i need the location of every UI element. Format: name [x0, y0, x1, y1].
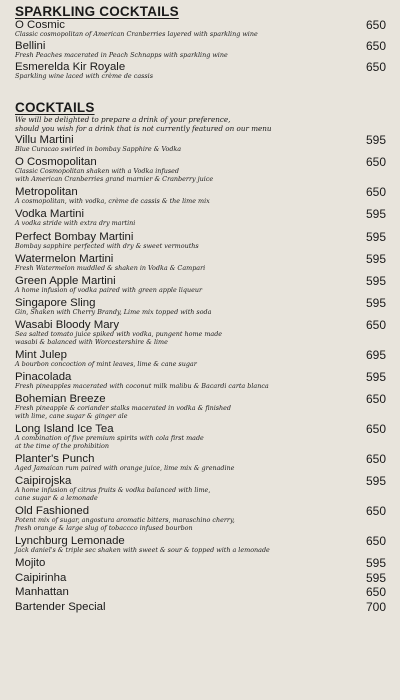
- menu-item-text: [15, 319, 342, 346]
- item-price: 650: [365, 18, 386, 32]
- menu-item: [15, 319, 386, 346]
- item-description: A combination of five premium spirits with cola first made at the time of the prohibition: [15, 434, 204, 450]
- item-description: Classic Cosmopolitan shaken with a Vodka infused with American Cranberries grand marnier & Cranberry juice: [15, 167, 214, 183]
- item-price: 650: [365, 318, 386, 333]
- item-description: Fresh Watermelon muddled & shaken in Vodka & Campari: [15, 263, 206, 272]
- item-name: Vodka Martini: [15, 208, 85, 221]
- item-price: 595: [365, 555, 386, 570]
- item-name: Planter's Punch: [15, 452, 95, 465]
- item-name: Esmerelda Kir Royale: [15, 60, 126, 73]
- menu-item-text: [15, 297, 342, 317]
- item-price: 595: [365, 296, 386, 311]
- menu-item: [15, 19, 386, 39]
- section-title: SPARKLING COCKTAILS: [15, 4, 179, 19]
- item-price: 695: [365, 348, 386, 363]
- item-name: Bartender Special: [15, 600, 106, 613]
- item-price: 595: [365, 133, 386, 148]
- item-name: Manhattan: [15, 586, 69, 599]
- item-price: 595: [365, 207, 386, 222]
- item-name: Mojito: [15, 556, 46, 569]
- item-name: Caipirinha: [15, 571, 67, 584]
- menu-item-text: [15, 40, 342, 60]
- item-name: Bohemian Breeze: [15, 393, 106, 406]
- menu-item: [15, 349, 386, 369]
- item-price: 650: [365, 59, 386, 74]
- menu-item: [15, 453, 386, 473]
- item-name: Singapore Sling: [15, 297, 96, 310]
- menu-item-text: [15, 19, 342, 39]
- item-name: Metropolitan: [15, 186, 78, 199]
- item-name: Watermelon Martini: [15, 252, 114, 265]
- menu-item-text: [15, 423, 342, 450]
- item-price: 595: [365, 251, 386, 266]
- menu-item: [15, 61, 386, 81]
- menu-item: [15, 601, 386, 613]
- item-name: Pinacolada: [15, 371, 72, 384]
- menu-list: [15, 134, 386, 613]
- item-price: 650: [365, 585, 386, 600]
- item-name: Green Apple Martini: [15, 274, 116, 287]
- item-description: A home infusion of vodka paired with green apple liqueur: [15, 285, 203, 294]
- section-intro: We will be delighted to prepare a drink of your preference, should you wish for a drink that is not currently featured on our menu: [15, 115, 272, 134]
- menu-item: [15, 134, 386, 154]
- item-price: 650: [365, 503, 386, 518]
- item-description: Bombay sapphire perfected with dry & sweet vermouths: [15, 241, 199, 250]
- item-name: Bellini: [15, 39, 46, 52]
- menu-item: [15, 505, 386, 532]
- item-description: Aged Jamaican rum paired with orange juice, lime mix & grenadine: [15, 463, 235, 472]
- item-name: Perfect Bombay Martini: [15, 230, 134, 243]
- item-name: Villu Martini: [15, 134, 74, 147]
- item-description: A home infusion of citrus fruits & vodka balanced with lime, cane sugar & a lemonade: [15, 486, 211, 502]
- menu-item: [15, 275, 386, 295]
- menu-item: [15, 253, 386, 273]
- item-price: 650: [365, 185, 386, 200]
- sparkling-cocktails-section: [15, 4, 386, 80]
- item-description: Sparkling wine laced with crème de cassis: [15, 71, 154, 80]
- item-description: Fresh pineapple & coriander stalks macerated in vodka & finished with lime, cane sugar & ginger ale: [15, 404, 232, 420]
- menu-list: [15, 19, 386, 80]
- item-description: Jack daniel's & triple sec shaken with sweet & sour & topped with a lemonade: [15, 545, 270, 554]
- item-description: A vodka stride with extra dry martini: [15, 219, 136, 228]
- menu-item-text: [15, 208, 342, 228]
- item-price: 595: [365, 273, 386, 288]
- menu-item: [15, 208, 386, 228]
- menu-item: [15, 423, 386, 450]
- menu-item-text: [15, 586, 342, 598]
- section-title: COCKTAILS: [15, 100, 95, 116]
- item-price: 595: [365, 370, 386, 385]
- item-description: Fresh pineapples macerated with coconut milk malibu & Bacardi carta blanca: [15, 382, 269, 391]
- menu-item: [15, 572, 386, 584]
- menu-item: [15, 297, 386, 317]
- menu-item-text: [15, 535, 342, 555]
- item-price: 650: [365, 392, 386, 407]
- menu-item-text: [15, 601, 342, 613]
- item-description: Gin, Shaken with Cherry Brandy, Lime mix topped with soda: [15, 308, 212, 317]
- menu-item-text: [15, 186, 342, 206]
- item-name: O Cosmopolitan: [15, 156, 97, 169]
- item-price: 650: [365, 155, 386, 170]
- menu-item-text: [15, 253, 342, 273]
- menu-item-text: [15, 156, 342, 183]
- item-description: A bourbon concoction of mint leaves, lime & cane sugar: [15, 360, 197, 369]
- item-description: Sea salted tomato juice spiked with vodka, pungent home made wasabi & balanced with Worcestershire & lime: [15, 330, 223, 346]
- menu-item-text: [15, 275, 342, 295]
- menu-item: [15, 557, 386, 569]
- item-description: Fresh Peaches macerated in Peach Schnapps with sparkling wine: [15, 50, 228, 59]
- item-price: 700: [365, 599, 386, 614]
- item-price: 650: [365, 422, 386, 437]
- item-description: Blue Curacao swirled in bombay Sapphire & Vodka: [15, 145, 182, 154]
- menu-item: [15, 475, 386, 502]
- menu-item: [15, 40, 386, 60]
- menu-item: [15, 231, 386, 251]
- item-name: O Cosmic: [15, 19, 65, 31]
- menu-item: [15, 371, 386, 391]
- item-price: 595: [365, 474, 386, 489]
- menu-item-text: [15, 371, 342, 391]
- menu-item-text: [15, 349, 342, 369]
- item-price: 650: [365, 38, 386, 53]
- item-description: Potent mix of sugar, angostura aromatic bitters, maraschino cherry, fresh orange & large slug of tobaccco infused bourbon: [15, 515, 235, 532]
- item-name: Long Island Ice Tea: [15, 423, 114, 436]
- menu-item: [15, 535, 386, 555]
- menu-item-text: [15, 475, 342, 502]
- menu-item-text: [15, 453, 342, 473]
- menu-item-text: [15, 572, 342, 584]
- cocktails-section: [15, 100, 386, 613]
- menu-item-text: [15, 557, 342, 569]
- item-description: A cosmopolitan, with vodka, crème de cassis & the lime mix: [15, 197, 210, 206]
- menu-item-text: [15, 61, 342, 81]
- item-name: Wasabi Bloody Mary: [15, 319, 120, 332]
- menu-item-text: [15, 393, 342, 420]
- item-description: Classic cosmopolitan of American Cranberries layered with sparkling wine: [15, 30, 258, 38]
- menu-item-text: [15, 134, 342, 154]
- item-name: Lynchburg Lemonade: [15, 534, 125, 547]
- item-name: Caipirojska: [15, 475, 72, 488]
- menu-item: [15, 586, 386, 598]
- menu-item: [15, 186, 386, 206]
- item-name: Old Fashioned: [15, 504, 90, 517]
- menu-item-text: [15, 505, 342, 532]
- menu-item: [15, 393, 386, 420]
- menu-item-text: [15, 231, 342, 251]
- item-price: 595: [365, 229, 386, 244]
- item-name: Mint Julep: [15, 349, 67, 362]
- menu-item: [15, 156, 386, 183]
- item-price: 595: [365, 570, 386, 585]
- item-price: 650: [365, 533, 386, 548]
- item-price: 650: [365, 451, 386, 466]
